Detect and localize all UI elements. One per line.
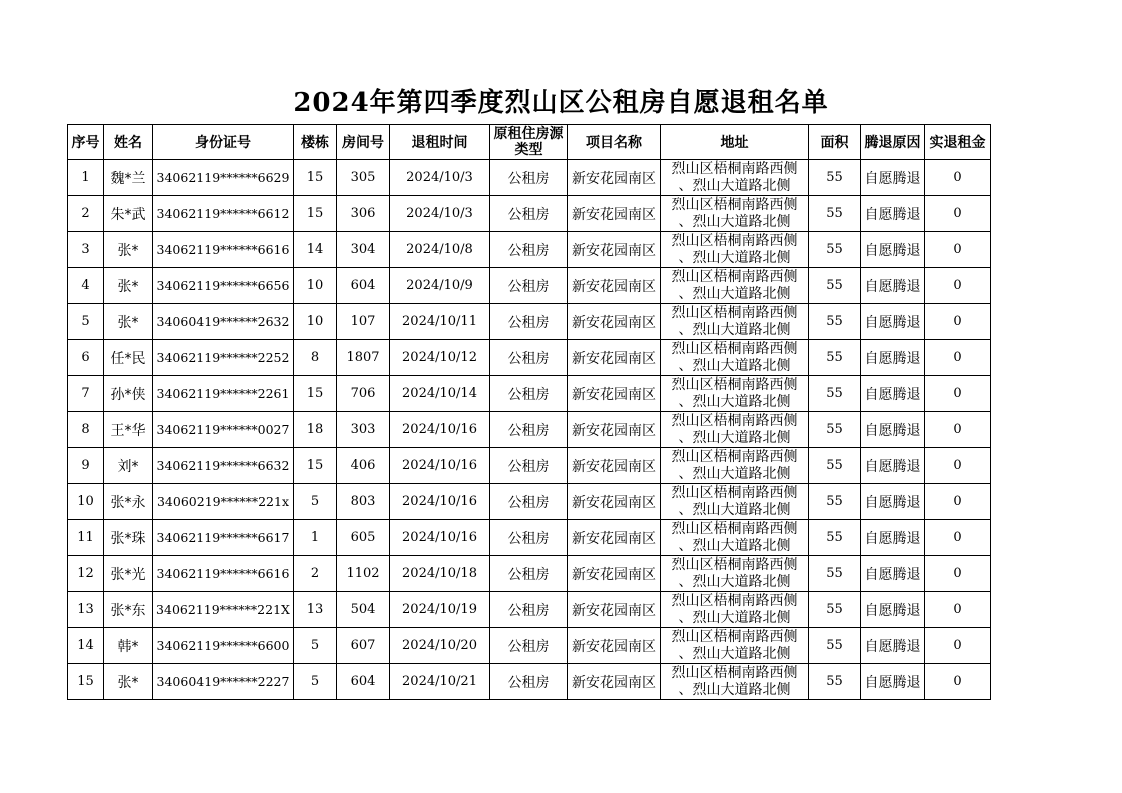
cell-project: 新安花园南区 — [568, 448, 661, 484]
cell-building: 10 — [294, 304, 337, 340]
cell-type: 公租房 — [490, 520, 568, 556]
table-row — [68, 628, 991, 664]
header-no: 序号 — [68, 125, 104, 160]
cell-building: 18 — [294, 412, 337, 448]
table-row — [68, 664, 991, 700]
rental-table — [67, 124, 991, 700]
cell-reason: 自愿腾退 — [861, 412, 925, 448]
cell-rent: 0 — [925, 592, 991, 628]
header-row — [68, 125, 991, 160]
cell-date: 2024/10/11 — [390, 304, 490, 340]
cell-name: 张*永 — [104, 484, 153, 520]
cell-address — [661, 520, 809, 556]
cell-building: 5 — [294, 664, 337, 700]
cell-id: 34062119******221X — [153, 592, 294, 628]
cell-reason: 自愿腾退 — [861, 628, 925, 664]
header-name: 姓名 — [104, 125, 153, 160]
cell-rent: 0 — [925, 304, 991, 340]
cell-project: 新安花园南区 — [568, 340, 661, 376]
table-row — [68, 412, 991, 448]
cell-id: 34062119******6616 — [153, 232, 294, 268]
cell-building: 2 — [294, 556, 337, 592]
cell-address — [661, 160, 809, 196]
cell-name: 魏*兰 — [104, 160, 153, 196]
cell-address — [661, 340, 809, 376]
cell-building: 15 — [294, 376, 337, 412]
cell-rent: 0 — [925, 628, 991, 664]
address-line: 、烈山大道路北侧 — [678, 645, 791, 662]
address-line: 、烈山大道路北侧 — [678, 285, 791, 302]
cell-room: 1102 — [337, 556, 390, 592]
cell-project: 新安花园南区 — [568, 412, 661, 448]
cell-project: 新安花园南区 — [568, 664, 661, 700]
cell-area: 55 — [809, 304, 861, 340]
address-line: 、烈山大道路北侧 — [678, 321, 791, 338]
cell-type: 公租房 — [490, 376, 568, 412]
cell-address — [661, 376, 809, 412]
cell-date: 2024/10/16 — [390, 520, 490, 556]
cell-name: 张* — [104, 268, 153, 304]
header-reason: 腾退原因 — [861, 125, 925, 160]
cell-date: 2024/10/9 — [390, 268, 490, 304]
address-line: 烈山区梧桐南路西侧 — [671, 484, 798, 501]
cell-id: 34062119******6612 — [153, 196, 294, 232]
header-id: 身份证号 — [153, 125, 294, 160]
cell-building: 1 — [294, 520, 337, 556]
cell-address — [661, 592, 809, 628]
cell-date: 2024/10/19 — [390, 592, 490, 628]
cell-area: 55 — [809, 592, 861, 628]
cell-reason: 自愿腾退 — [861, 520, 925, 556]
cell-name: 任*民 — [104, 340, 153, 376]
cell-name: 王*华 — [104, 412, 153, 448]
cell-area: 55 — [809, 232, 861, 268]
cell-rent: 0 — [925, 664, 991, 700]
cell-address — [661, 232, 809, 268]
cell-type: 公租房 — [490, 268, 568, 304]
address-line: 、烈山大道路北侧 — [678, 465, 791, 482]
cell-date: 2024/10/16 — [390, 484, 490, 520]
cell-rent: 0 — [925, 556, 991, 592]
header-rent: 实退租金 — [925, 125, 991, 160]
cell-no: 1 — [68, 160, 104, 196]
cell-name: 张*珠 — [104, 520, 153, 556]
cell-room: 607 — [337, 628, 390, 664]
address-line: 烈山区梧桐南路西侧 — [671, 412, 798, 429]
cell-id: 34060219******221x — [153, 484, 294, 520]
cell-rent: 0 — [925, 448, 991, 484]
cell-no: 8 — [68, 412, 104, 448]
cell-name: 张*东 — [104, 592, 153, 628]
cell-area: 55 — [809, 484, 861, 520]
cell-type: 公租房 — [490, 304, 568, 340]
cell-date: 2024/10/21 — [390, 664, 490, 700]
table-row — [68, 556, 991, 592]
cell-rent: 0 — [925, 376, 991, 412]
address-line: 、烈山大道路北侧 — [678, 501, 791, 518]
cell-address — [661, 196, 809, 232]
cell-building: 5 — [294, 628, 337, 664]
table-row — [68, 340, 991, 376]
table-row — [68, 196, 991, 232]
cell-room: 604 — [337, 268, 390, 304]
cell-project: 新安花园南区 — [568, 628, 661, 664]
cell-rent: 0 — [925, 160, 991, 196]
address-line: 烈山区梧桐南路西侧 — [671, 196, 798, 213]
header-type: 原租住房源类型 — [490, 125, 568, 160]
cell-type: 公租房 — [490, 556, 568, 592]
address-line: 烈山区梧桐南路西侧 — [671, 232, 798, 249]
cell-rent: 0 — [925, 196, 991, 232]
cell-rent: 0 — [925, 232, 991, 268]
cell-project: 新安花园南区 — [568, 520, 661, 556]
cell-no: 3 — [68, 232, 104, 268]
address-line: 、烈山大道路北侧 — [678, 357, 791, 374]
cell-reason: 自愿腾退 — [861, 268, 925, 304]
cell-name: 张* — [104, 664, 153, 700]
page-title: 2024年第四季度烈山区公租房自愿退租名单 — [293, 88, 829, 118]
cell-area: 55 — [809, 520, 861, 556]
cell-id: 34062119******6616 — [153, 556, 294, 592]
table-row — [68, 484, 991, 520]
header-address: 地址 — [661, 125, 809, 160]
cell-id: 34062119******0027 — [153, 412, 294, 448]
cell-room: 305 — [337, 160, 390, 196]
cell-type: 公租房 — [490, 628, 568, 664]
table-row — [68, 160, 991, 196]
cell-no: 10 — [68, 484, 104, 520]
cell-date: 2024/10/18 — [390, 556, 490, 592]
cell-type: 公租房 — [490, 160, 568, 196]
cell-area: 55 — [809, 664, 861, 700]
cell-name: 张* — [104, 304, 153, 340]
cell-reason: 自愿腾退 — [861, 664, 925, 700]
cell-room: 306 — [337, 196, 390, 232]
table-row — [68, 376, 991, 412]
cell-id: 34062119******6600 — [153, 628, 294, 664]
cell-no: 4 — [68, 268, 104, 304]
cell-reason: 自愿腾退 — [861, 592, 925, 628]
cell-id: 34062119******6629 — [153, 160, 294, 196]
cell-type: 公租房 — [490, 664, 568, 700]
cell-reason: 自愿腾退 — [861, 196, 925, 232]
header-building: 楼栋 — [294, 125, 337, 160]
cell-room: 107 — [337, 304, 390, 340]
header-area: 面积 — [809, 125, 861, 160]
cell-reason: 自愿腾退 — [861, 484, 925, 520]
cell-address — [661, 484, 809, 520]
cell-id: 34062119******2261 — [153, 376, 294, 412]
cell-project: 新安花园南区 — [568, 304, 661, 340]
cell-rent: 0 — [925, 340, 991, 376]
cell-building: 10 — [294, 268, 337, 304]
header-project: 项目名称 — [568, 125, 661, 160]
cell-project: 新安花园南区 — [568, 160, 661, 196]
cell-room: 303 — [337, 412, 390, 448]
cell-name: 张*光 — [104, 556, 153, 592]
cell-id: 34062119******2252 — [153, 340, 294, 376]
cell-id: 34060419******2632 — [153, 304, 294, 340]
cell-date: 2024/10/3 — [390, 196, 490, 232]
cell-address — [661, 268, 809, 304]
cell-area: 55 — [809, 556, 861, 592]
address-line: 、烈山大道路北侧 — [678, 537, 791, 554]
cell-no: 2 — [68, 196, 104, 232]
cell-address — [661, 664, 809, 700]
cell-room: 1807 — [337, 340, 390, 376]
cell-rent: 0 — [925, 412, 991, 448]
cell-area: 55 — [809, 376, 861, 412]
cell-name: 朱*武 — [104, 196, 153, 232]
cell-no: 13 — [68, 592, 104, 628]
cell-no: 9 — [68, 448, 104, 484]
table-row — [68, 592, 991, 628]
cell-area: 55 — [809, 412, 861, 448]
cell-date: 2024/10/8 — [390, 232, 490, 268]
cell-area: 55 — [809, 268, 861, 304]
cell-reason: 自愿腾退 — [861, 232, 925, 268]
cell-room: 605 — [337, 520, 390, 556]
cell-no: 14 — [68, 628, 104, 664]
cell-id: 34060419******2227 — [153, 664, 294, 700]
cell-date: 2024/10/3 — [390, 160, 490, 196]
cell-area: 55 — [809, 448, 861, 484]
cell-id: 34062119******6617 — [153, 520, 294, 556]
cell-building: 15 — [294, 448, 337, 484]
address-line: 烈山区梧桐南路西侧 — [671, 628, 798, 645]
table-body — [68, 160, 991, 700]
cell-date: 2024/10/16 — [390, 412, 490, 448]
cell-type: 公租房 — [490, 484, 568, 520]
address-line: 烈山区梧桐南路西侧 — [671, 340, 798, 357]
cell-id: 34062119******6632 — [153, 448, 294, 484]
cell-area: 55 — [809, 160, 861, 196]
cell-no: 12 — [68, 556, 104, 592]
cell-project: 新安花园南区 — [568, 556, 661, 592]
cell-room: 803 — [337, 484, 390, 520]
cell-room: 504 — [337, 592, 390, 628]
address-line: 烈山区梧桐南路西侧 — [671, 556, 798, 573]
address-line: 、烈山大道路北侧 — [678, 609, 791, 626]
address-line: 、烈山大道路北侧 — [678, 681, 791, 698]
cell-address — [661, 412, 809, 448]
cell-type: 公租房 — [490, 340, 568, 376]
cell-project: 新安花园南区 — [568, 484, 661, 520]
cell-address — [661, 628, 809, 664]
cell-area: 55 — [809, 340, 861, 376]
address-line: 烈山区梧桐南路西侧 — [671, 304, 798, 321]
cell-building: 5 — [294, 484, 337, 520]
cell-project: 新安花园南区 — [568, 376, 661, 412]
cell-project: 新安花园南区 — [568, 196, 661, 232]
cell-no: 7 — [68, 376, 104, 412]
address-line: 烈山区梧桐南路西侧 — [671, 664, 798, 681]
cell-room: 304 — [337, 232, 390, 268]
cell-type: 公租房 — [490, 448, 568, 484]
cell-type: 公租房 — [490, 196, 568, 232]
cell-area: 55 — [809, 628, 861, 664]
cell-date: 2024/10/16 — [390, 448, 490, 484]
cell-type: 公租房 — [490, 592, 568, 628]
address-line: 烈山区梧桐南路西侧 — [671, 160, 798, 177]
cell-address — [661, 304, 809, 340]
cell-name: 张* — [104, 232, 153, 268]
address-line: 烈山区梧桐南路西侧 — [671, 592, 798, 609]
address-line: 、烈山大道路北侧 — [678, 429, 791, 446]
cell-date: 2024/10/12 — [390, 340, 490, 376]
address-line: 、烈山大道路北侧 — [678, 177, 791, 194]
table-row — [68, 232, 991, 268]
cell-date: 2024/10/14 — [390, 376, 490, 412]
address-line: 、烈山大道路北侧 — [678, 573, 791, 590]
cell-project: 新安花园南区 — [568, 592, 661, 628]
address-line: 烈山区梧桐南路西侧 — [671, 376, 798, 393]
cell-room: 406 — [337, 448, 390, 484]
header-date: 退租时间 — [390, 125, 490, 160]
cell-building: 15 — [294, 160, 337, 196]
address-line: 、烈山大道路北侧 — [678, 213, 791, 230]
cell-building: 8 — [294, 340, 337, 376]
table-row — [68, 448, 991, 484]
cell-rent: 0 — [925, 520, 991, 556]
cell-no: 11 — [68, 520, 104, 556]
cell-date: 2024/10/20 — [390, 628, 490, 664]
cell-no: 6 — [68, 340, 104, 376]
cell-reason: 自愿腾退 — [861, 340, 925, 376]
cell-type: 公租房 — [490, 232, 568, 268]
cell-name: 刘* — [104, 448, 153, 484]
table-row — [68, 268, 991, 304]
cell-area: 55 — [809, 196, 861, 232]
cell-reason: 自愿腾退 — [861, 376, 925, 412]
cell-name: 孙*侠 — [104, 376, 153, 412]
address-line: 、烈山大道路北侧 — [678, 249, 791, 266]
address-line: 烈山区梧桐南路西侧 — [671, 268, 798, 285]
cell-name: 韩* — [104, 628, 153, 664]
cell-no: 5 — [68, 304, 104, 340]
cell-reason: 自愿腾退 — [861, 448, 925, 484]
address-line: 烈山区梧桐南路西侧 — [671, 520, 798, 537]
cell-rent: 0 — [925, 484, 991, 520]
cell-room: 604 — [337, 664, 390, 700]
cell-rent: 0 — [925, 268, 991, 304]
cell-project: 新安花园南区 — [568, 268, 661, 304]
cell-reason: 自愿腾退 — [861, 304, 925, 340]
address-line: 烈山区梧桐南路西侧 — [671, 448, 798, 465]
address-line: 、烈山大道路北侧 — [678, 393, 791, 410]
cell-building: 13 — [294, 592, 337, 628]
table-row — [68, 520, 991, 556]
cell-no: 15 — [68, 664, 104, 700]
cell-building: 15 — [294, 196, 337, 232]
cell-room: 706 — [337, 376, 390, 412]
cell-building: 14 — [294, 232, 337, 268]
cell-project: 新安花园南区 — [568, 232, 661, 268]
cell-type: 公租房 — [490, 412, 568, 448]
cell-reason: 自愿腾退 — [861, 556, 925, 592]
table-row — [68, 304, 991, 340]
cell-address — [661, 556, 809, 592]
cell-address — [661, 448, 809, 484]
cell-reason: 自愿腾退 — [861, 160, 925, 196]
cell-id: 34062119******6656 — [153, 268, 294, 304]
header-room: 房间号 — [337, 125, 390, 160]
